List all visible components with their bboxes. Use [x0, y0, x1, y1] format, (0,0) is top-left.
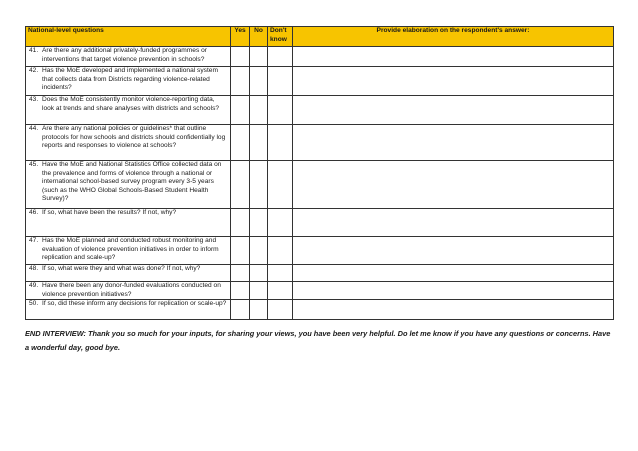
- dont-know-answer-cell[interactable]: [268, 209, 293, 237]
- question-cell: [26, 237, 231, 265]
- dont-know-answer-cell[interactable]: [268, 282, 293, 300]
- question-text: Have there been any donor-funded evaluations conducted on violence prevention initiatives?: [42, 282, 221, 298]
- elaboration-answer-cell[interactable]: [293, 125, 614, 161]
- table-row: [26, 237, 614, 265]
- table-row: [26, 209, 614, 237]
- table-row: [26, 300, 614, 320]
- header-elaboration: Provide elaboration on the respondent's answer:: [293, 27, 614, 47]
- table-body: [26, 47, 614, 320]
- no-answer-cell[interactable]: [250, 67, 268, 96]
- question-number: 50.: [29, 300, 39, 308]
- question-cell: [26, 47, 231, 67]
- table-row: [26, 67, 614, 96]
- question-text: Have the MoE and National Statistics Office collected data on the prevalence and forms of violence through a national or international school-based survey program every 3-5 years (such as the WHO Global Schools-Based Student Health Survey)?: [42, 161, 222, 203]
- yes-answer-cell[interactable]: [231, 265, 250, 282]
- question-cell: [26, 282, 231, 300]
- elaboration-answer-cell[interactable]: [293, 237, 614, 265]
- closing-statement: END INTERVIEW: Thank you so much for your inputs, for sharing your views, you have been very helpful. Do let me know if you have any questions or concerns. Have a wonderful day, good bye.: [25, 329, 611, 352]
- question-number: 47.: [29, 237, 39, 244]
- questions-table: [25, 26, 614, 320]
- question-number: 45.: [29, 161, 39, 168]
- question-text: Are there any national policies or guidelines* that outline protocols for how schools and districts should confidentially log reports and responses to violence at schools?: [42, 125, 226, 150]
- question-cell: [26, 161, 231, 209]
- no-answer-cell[interactable]: [250, 300, 268, 320]
- yes-answer-cell[interactable]: [231, 282, 250, 300]
- elaboration-answer-cell[interactable]: [293, 161, 614, 209]
- question-text: If so, what were they and what was done? If not, why?: [42, 265, 201, 272]
- dont-know-answer-cell[interactable]: [268, 67, 293, 96]
- dont-know-answer-cell[interactable]: [268, 125, 293, 161]
- question-text: If so, did these inform any decisions for replication or scale-up?: [42, 300, 227, 308]
- yes-answer-cell[interactable]: [231, 300, 250, 320]
- question-number: 44.: [29, 125, 39, 132]
- header-no: No: [250, 27, 268, 47]
- table-header-row: [26, 27, 614, 47]
- question-number: 41.: [29, 47, 39, 54]
- question-cell: [26, 265, 231, 282]
- table-row: [26, 125, 614, 161]
- yes-answer-cell[interactable]: [231, 237, 250, 265]
- table-row: [26, 47, 614, 67]
- question-number: 43.: [29, 96, 39, 103]
- question-cell: [26, 300, 231, 320]
- question-text: Are there any additional privately-funded programmes or interventions that target violence prevention in schools?: [42, 47, 207, 63]
- elaboration-answer-cell[interactable]: [293, 300, 614, 320]
- dont-know-answer-cell[interactable]: [268, 237, 293, 265]
- question-text: Does the MoE consistently monitor violence-reporting data, look at trends and share analyses with districts and schools?: [42, 96, 220, 112]
- dont-know-answer-cell[interactable]: [268, 47, 293, 67]
- no-answer-cell[interactable]: [250, 209, 268, 237]
- yes-answer-cell[interactable]: [231, 47, 250, 67]
- header-yes: Yes: [231, 27, 250, 47]
- no-answer-cell[interactable]: [250, 96, 268, 125]
- dont-know-answer-cell[interactable]: [268, 161, 293, 209]
- question-number: 49.: [29, 282, 39, 289]
- question-cell: [26, 125, 231, 161]
- no-answer-cell[interactable]: [250, 282, 268, 300]
- question-text: Has the MoE planned and conducted robust monitoring and evaluation of violence prevention initiatives in order to inform replication and scale-up?: [42, 237, 219, 262]
- question-text: Has the MoE developed and implemented a national system that collects data from Districts regarding violence-related incidents?: [42, 67, 218, 92]
- no-answer-cell[interactable]: [250, 125, 268, 161]
- question-text: If so, what have been the results? If not, why?: [42, 209, 177, 216]
- yes-answer-cell[interactable]: [231, 96, 250, 125]
- header-dont-know: Don't know: [268, 27, 293, 47]
- question-number: 48.: [29, 265, 39, 272]
- table-row: [26, 96, 614, 125]
- question-cell: [26, 209, 231, 237]
- yes-answer-cell[interactable]: [231, 67, 250, 96]
- elaboration-answer-cell[interactable]: [293, 282, 614, 300]
- dont-know-answer-cell[interactable]: [268, 300, 293, 320]
- no-answer-cell[interactable]: [250, 265, 268, 282]
- dont-know-answer-cell[interactable]: [268, 96, 293, 125]
- dont-know-answer-cell[interactable]: [268, 265, 293, 282]
- yes-answer-cell[interactable]: [231, 125, 250, 161]
- elaboration-answer-cell[interactable]: [293, 67, 614, 96]
- no-answer-cell[interactable]: [250, 161, 268, 209]
- elaboration-answer-cell[interactable]: [293, 265, 614, 282]
- question-number: 42.: [29, 67, 39, 74]
- yes-answer-cell[interactable]: [231, 209, 250, 237]
- header-question: National-level questions: [26, 27, 231, 47]
- elaboration-answer-cell[interactable]: [293, 209, 614, 237]
- question-number: 46.: [29, 209, 39, 216]
- table-row: [26, 161, 614, 209]
- elaboration-answer-cell[interactable]: [293, 96, 614, 125]
- table-row: [26, 265, 614, 282]
- no-answer-cell[interactable]: [250, 47, 268, 67]
- question-cell: [26, 96, 231, 125]
- no-answer-cell[interactable]: [250, 237, 268, 265]
- yes-answer-cell[interactable]: [231, 161, 250, 209]
- question-cell: [26, 67, 231, 96]
- table-row: [26, 282, 614, 300]
- elaboration-answer-cell[interactable]: [293, 47, 614, 67]
